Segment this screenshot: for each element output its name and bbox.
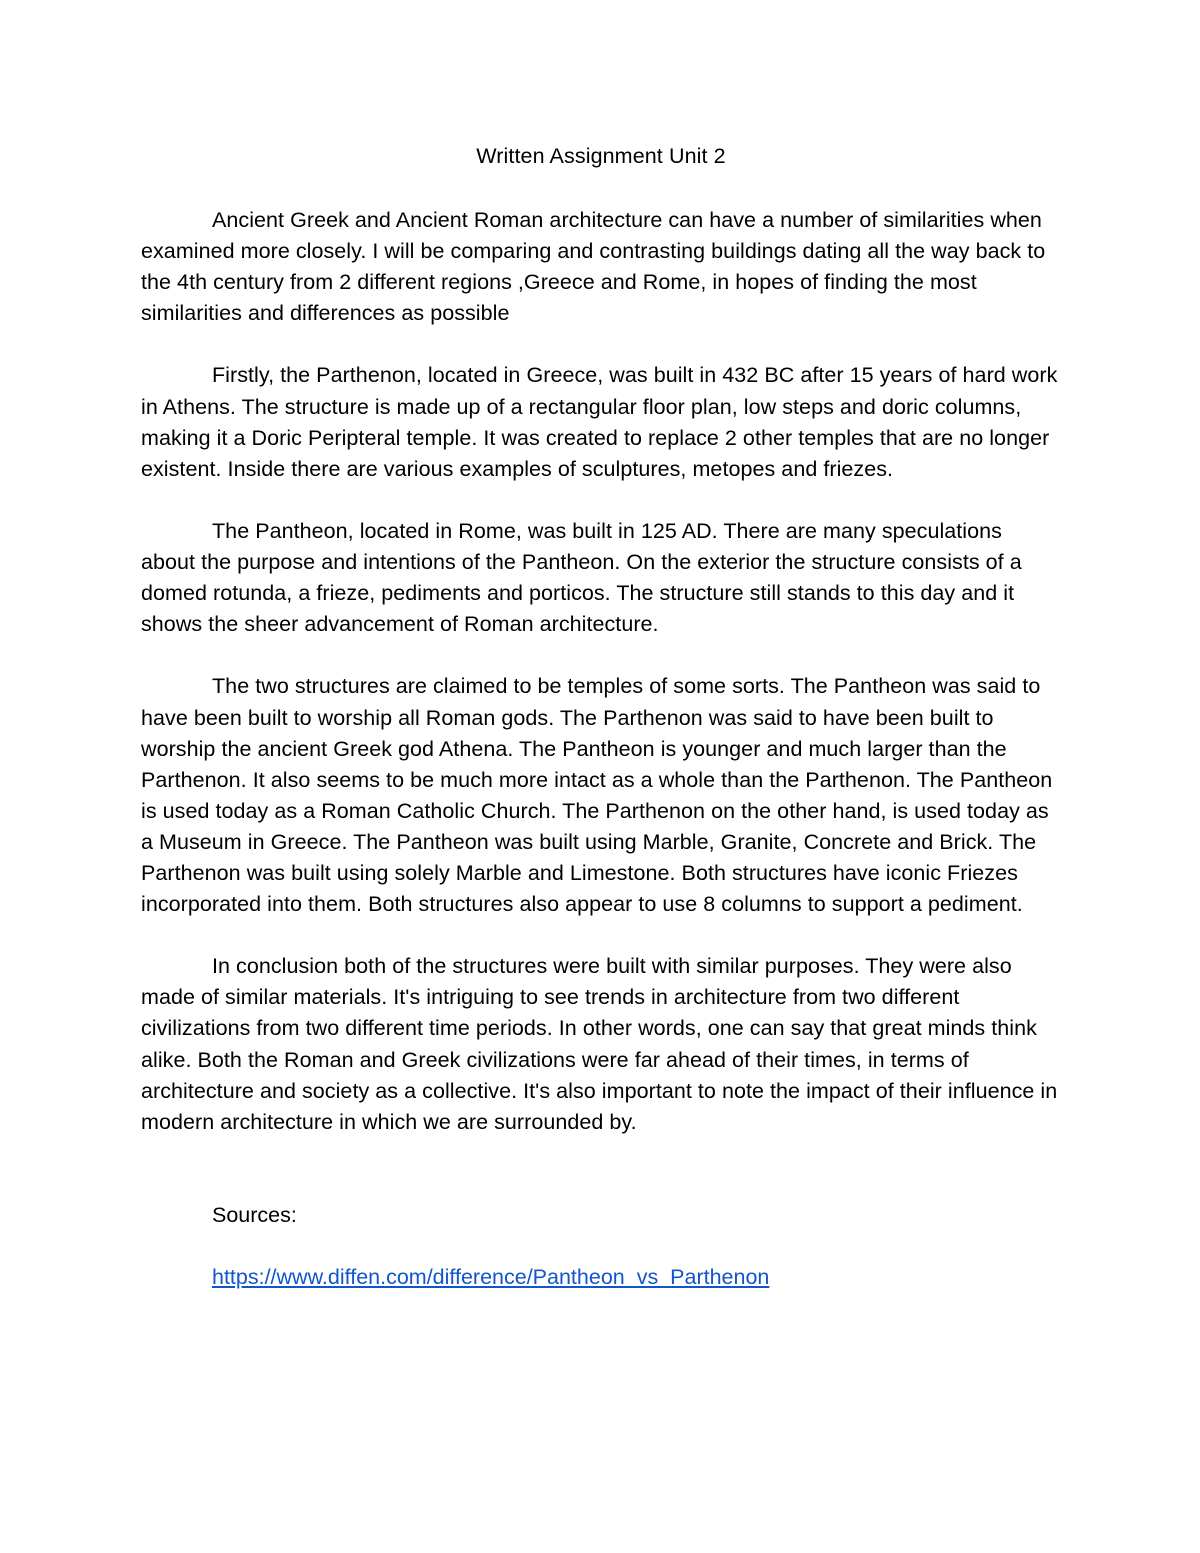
document-page [141,141,1061,1293]
source-link[interactable]: https://www.diffen.com/difference/Pantheon_vs_Parthenon [212,1264,770,1289]
paragraph-comparison: The two structures are claimed to be temples of some sorts. The Pantheon was said to have been built to worship all Roman gods. The Parthenon was said to have been built to worship the ancient Greek god Athena. The Pantheon is younger and much larger than the Parthenon. It also seems to be much more intact as a whole than the Parthenon. The Pantheon is used today as a Roman Catholic Church. The Parthenon on the other hand, is used today as a Museum in Greece. The Pantheon was built using Marble, Granite, Concrete and Brick. The Parthenon was built using solely Marble and Limestone. Both structures have iconic Friezes incorporated into them. Both structures also appear to use 8 columns to support a pediment. [141,674,1053,917]
paragraph-conclusion: In conclusion both of the structures were built with similar purposes. They were also made of similar materials. It's intriguing to see trends in architecture from two different civilizations from two different time periods. In other words, one can say that great minds think alike. Both the Roman and Greek civilizations were far ahead of their times, in terms of architecture and society as a collective. It's also important to note the impact of their influence in modern architecture in which we are surrounded by. [141,954,1058,1134]
paragraph-parthenon: Firstly, the Parthenon, located in Greece, was built in 432 BC after 15 years of hard work in Athens. The structure is made up of a rectangular floor plan, low steps and doric columns, making it a Doric Peripteral temple. It was created to replace 2 other temples that are no longer existent. Inside there are various examples of sculptures, metopes and friezes. [141,363,1058,481]
document-title: Written Assignment Unit 2 [476,144,726,168]
paragraph-pantheon: The Pantheon, located in Rome, was built in 125 AD. There are many speculations about the purpose and intentions of the Pantheon. On the exterior the structure consists of a domed rotunda, a frieze, pediments and porticos. The structure still stands to this day and it shows the sheer advancement of Roman architecture. [141,518,1022,637]
paragraph-introduction: Ancient Greek and Ancient Roman architecture can have a number of similarities when examined more closely. I will be comparing and contrasting buildings dating all the way back to the 4th century from 2 different regions ,Greece and Rome, in hopes of finding the most similarities and differences as possible [141,208,1046,326]
sources-label: Sources: [212,1202,297,1227]
